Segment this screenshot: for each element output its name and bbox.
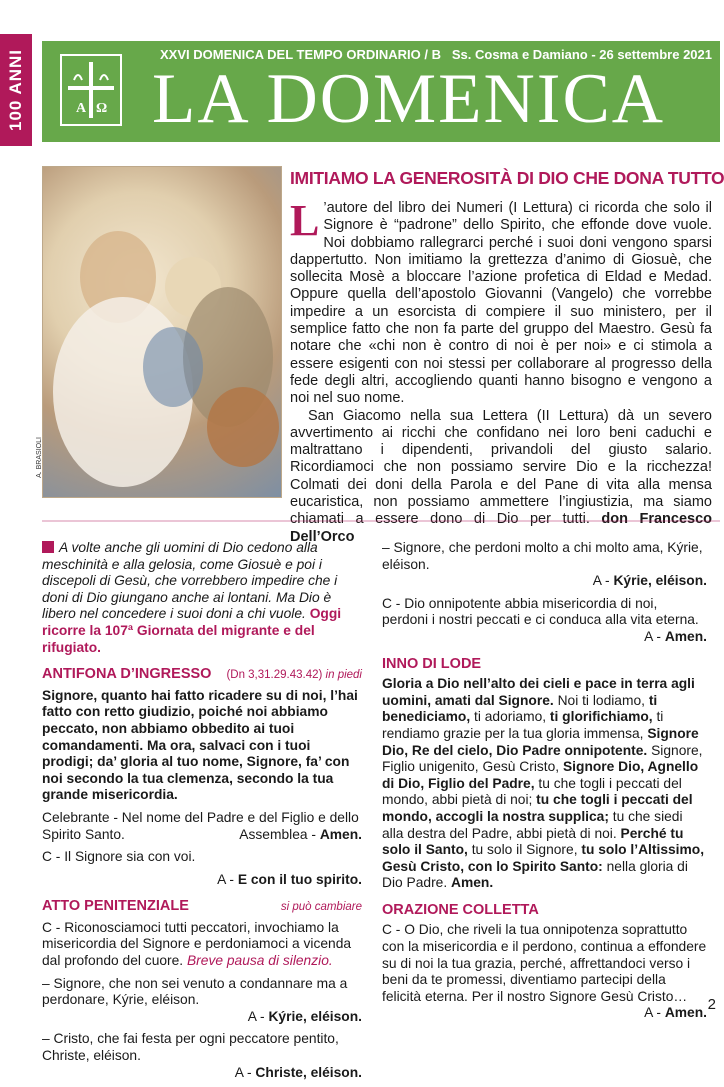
date-label: Ss. Cosma e Damiano - 26 settembre 2021 <box>451 47 712 62</box>
collect-prayer: C - O Dio, che riveli la tua onnipotenza soprattutto con la misericordia e il perdono, continua a effondere su di noi la tua grazia, perché, affrettandoci verso i beni da te promessi, diventiamo partecipi della felicità eterna. Per il nostro Signore Gesù Cristo… A - Amen. <box>382 922 707 1021</box>
invocation: – Cristo, che fai festa per ogni peccatore pentito, Christe, eléison. <box>42 1031 339 1064</box>
masthead <box>42 41 720 142</box>
response-line: A - Kýrie, eléison. <box>247 1008 362 1024</box>
article-signature: don Francesco Dell’Orco <box>290 511 713 545</box>
section-divider <box>42 520 720 522</box>
drop-cap: L <box>290 196 320 245</box>
anniversary-tab <box>0 34 32 146</box>
response-line: A - Amen. <box>644 628 707 644</box>
cross-logo-icon <box>60 54 122 126</box>
response-line: A - E con il tuo spirito. <box>217 871 362 887</box>
svg-text:A: A <box>76 101 87 116</box>
article-headline: IMITIAMO LA GENEROSITÀ DI DIO CHE DONA TUTTO <box>290 168 724 188</box>
invocation: – Signore, che non sei venuto a condannare ma a perdonare, Kýrie, eléison. <box>42 975 348 1008</box>
migrant-day-notice: Oggi ricorre la 107ª Giornata del migrante e del rifugiato. <box>42 606 342 655</box>
response-line: A - Christe, eléison. <box>234 1064 362 1080</box>
anniversary-label: 100 ANNI <box>6 48 26 132</box>
invocation: – Signore, che perdoni molto a chi molto ama, Kýrie, eléison. <box>382 540 703 572</box>
response-line: A - Kýrie, eléison. <box>592 573 707 589</box>
intro-text: A volte anche gli uomini di Dio cedono alla meschinità e alla gelosia, come Giosuè e poi i discepoli di Gesù, che vorrebbero impedire che i doni di Dio giungano anche ai lontani. Ma Dio è libero nel concedere i suoi doni a chi vuole. Oggi ricorre la 107ª Giornata del migrante e del rifugiato. <box>42 540 342 655</box>
antifona-text: Signore, quanto hai fatto ricadere su di noi, l’hai fatto con retto giudizio, poiché noi abbiamo peccato, non abbiamo obbedito ai tuoi comandamenti. Ma ora, salvaci con i tuoi prodigi; da’ gloria al tuo nome, Signore, fa’ con noi secondo la tua clemenza, secondo la tua grande misericordia. <box>42 687 358 803</box>
section-heading: ORAZIONE COLLETTA <box>382 901 539 918</box>
greeting-line: C - Il Signore sia con voi. <box>42 849 196 865</box>
article-paragraph: L ’autore del libro dei Numeri (I Lettura) ci ricorda che solo il Signore è “padrone” dello Spirito, che effonde dove vuole. Noi dobbiamo rallegrarci perché i suoi doni vengono sparsi dappertutto. Non imitiamo la grettezza d’animo di Giosuè, che sollecita Mosè a bloccare l’azione profetica di Eldad e Medad. Oppure quella dell’apostolo Giovanni (Vangelo) che vorrebbe impedire a un esorcista di compiere il suo ministero, per il semplice fatto che non fa parte del gruppo del Maestro. Gesù fa notare che «chi non è contro di noi è per noi» e ci stimola a essere esigenti con noi stessi per collaborare al progresso della fede degli altri, accogliendo quanti hanno bisogno e vengono a noi nel suo nome. <box>290 196 712 407</box>
svg-text:Ω: Ω <box>96 101 108 116</box>
absolution-text: C - Dio onnipotente abbia misericordia di noi, perdoni i nostri peccati e ci conduca alla vita eterna. <box>382 595 699 628</box>
editorial-article <box>290 196 713 546</box>
liturgical-day: XXVI DOMENICA DEL TEMPO ORDINARIO / B <box>160 47 441 62</box>
liturgy-column-right <box>382 540 707 1022</box>
section-heading: ATTO PENITENZIALE si può cambiare <box>42 898 362 915</box>
page-number: 2 <box>707 996 716 1013</box>
section-heading: INNO DI LODE <box>382 655 482 672</box>
scripture-ref: (Dn 3,31.29.43.42) <box>226 669 323 682</box>
liturgy-column-left <box>42 540 362 1087</box>
section-heading: ANTIFONA D’INGRESSO (Dn 3,31.29.43.42) in piedi <box>42 666 362 683</box>
posture-note: in piedi <box>325 669 362 682</box>
celebrant-line: Celebrante - Nel nome del Padre e del Figlio e dello Spirito Santo. Assemblea - Amen. <box>42 809 362 842</box>
bullet-square-icon <box>42 541 54 553</box>
silence-note: Breve pausa di silenzio. <box>186 953 333 969</box>
masthead-title: LA DOMENICA <box>152 60 666 138</box>
article-paragraph: San Giacomo nella sua Lettera (II Lettura) dà un severo avvertimento ai ricchi che confidano nei loro beni caduchi e maltrattano i dipendenti, privandoli del giusto salario. Ricordiamoci che non possiamo servire Dio e la ricchezza! Colmati dei doni della Parola e del Pane di vita alla mensa eucaristica, non possiamo ammettere l’ingiustizia, ma siamo chiamati a essere dono di Dio per tutti. don Francesco Dell’Orco <box>290 407 713 545</box>
illustration-icon <box>35 166 282 498</box>
optional-note: si può cambiare <box>280 901 362 914</box>
gloria-text: Gloria a Dio nell’alto dei cieli e pace in terra agli uomini, amati dal Signore. Noi ti lodiamo, ti benediciamo, ti adoriamo, ti glorifichiamo, ti rendiamo grazie per la tua gloria immensa, Signore Dio, Re del cielo, Dio Padre onnipotente. Signore, Figlio unigenito, Gesù Cristo, Signore Dio, Agnello di Dio, Figlio del Padre, tu che togli i peccati del mondo, abbi pietà di noi; tu che togli i peccati del mondo, accogli la nostra supplica; tu che siedi alla destra del Padre, abbi pietà di noi. Perché tu solo il Santo, tu solo il Signore, tu solo l’Altissimo, Gesù Cristo, con lo Spirito Santo: nella gloria di Dio Padre. Amen. <box>382 676 705 891</box>
penitential-text: C - Riconosciamoci tutti peccatori, invochiamo la misericordia del Signore e perdoniamoci a vicenda dal profondo del cuore. Breve pausa di silenzio. <box>42 919 352 969</box>
image-credit: A. BRASIOLI <box>35 437 43 478</box>
